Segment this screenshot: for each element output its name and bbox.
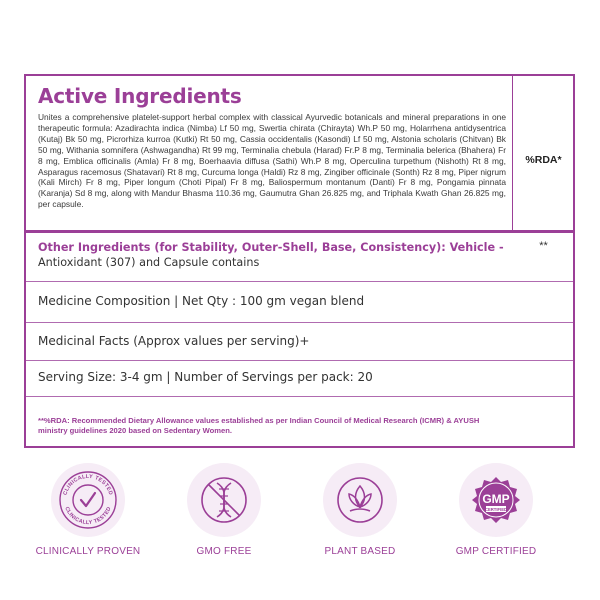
gmp-seal-icon (459, 463, 533, 537)
row-divider (26, 281, 573, 282)
ring-top-text: CLINICALLY TESTED (62, 473, 114, 497)
section-divider (26, 230, 573, 233)
seal-text: GMP (482, 492, 510, 506)
medicinal-facts: Medicinal Facts (Approx values per serving)+ (38, 334, 310, 348)
badge-label-gmp-certified: GMP CERTIFIED (455, 546, 537, 557)
other-ingredients-rda: ** (539, 240, 548, 252)
rda-header: %RDA* (525, 154, 562, 166)
other-ingredients-heading: Other Ingredients (for Stability, Outer-Shell, Base, Consistency): Vehicle - (38, 241, 504, 254)
badge-label-plant-based: PLANT BASED (324, 546, 396, 557)
ring-bottom-text: CLINICALLY TESTED (63, 506, 113, 527)
badge-label-clinically-proven: CLINICALLY PROVEN (35, 546, 141, 557)
serving-size: Serving Size: 3-4 gm | Number of Servings per pack: 20 (38, 370, 373, 384)
row-divider (26, 322, 573, 323)
rda-footnote: **%RDA: Recommended Dietary Allowance values established as per Indian Council of Medical Research (ICMR) & AYUSH ministry guidelines 2020 based on Sedentary Women. (38, 416, 480, 435)
active-ingredients-title: Active Ingredients (38, 84, 242, 108)
dna-crossed-icon (187, 463, 261, 537)
badge-label-gmo-free: GMO FREE (196, 546, 252, 557)
lotus-icon (323, 463, 397, 537)
other-ingredients-text: Antioxidant (307) and Capsule contains (38, 256, 260, 269)
medicine-composition: Medicine Composition | Net Qty : 100 gm vegan blend (38, 294, 365, 308)
row-divider (26, 360, 573, 361)
active-ingredients-description: Unites a comprehensive platelet-support herbal complex with classical Ayurvedic botanicals and mineral preparations in one therapeutic formula: Azadirachta indica (Nimba) Lf 50 mg, Swertia chirata (Chirayta) Wh.P 50 mg, Holarrhena antidysentrica (Kutaj) Bk 50 mg, Picrorhiza kurroa (Kutki) Rt 50 mg, Cassia occidentalis (Kasondi) Lf 50 mg, Alstonia scholaris (Chitvan) Bk 50 mg, Withania somnifera (Ashwagandha) Rt 99 mg, Terminalia chebula (Harad) Fr.P 8 mg, Terminalia belerica (Bhahera) Fr 8 mg, Emblica officinalis (Amla) Fr 8 mg, Boerhaavia diffusa (Sathi) Wh.P 8 mg, Operculina turpethum (Nishoth) Rt 8 mg, Asparagus racemosus (Shatavari) Rt 8 mg, Curcuma longa (Haldi) Rz 8 mg, Zingiber officinale (Sonth) Rz 8 mg, Piper nigrum (Kali Mirch) Fr 8 mg, Piper longum (Choti Pipal) Fr 8 mg, Baliospermum montanum (Danti) Fr 8 mg, Pongamia pinnata (Karanja) Sd 8 mg, along with Mandur Bhasma 110.36 mg, Gaumutra Ghan 26.825 mg, and Triphala Kwath Ghan 26.825 mg, per capsule. (38, 112, 506, 210)
other-ingredients (38, 240, 508, 270)
clinically-tested-icon (51, 463, 125, 537)
row-divider (26, 396, 573, 397)
supplement-facts-panel (24, 74, 575, 448)
svg-text:CLINICALLY TESTED (63, 506, 112, 526)
seal-subtext: CERTIFIED (484, 506, 508, 512)
